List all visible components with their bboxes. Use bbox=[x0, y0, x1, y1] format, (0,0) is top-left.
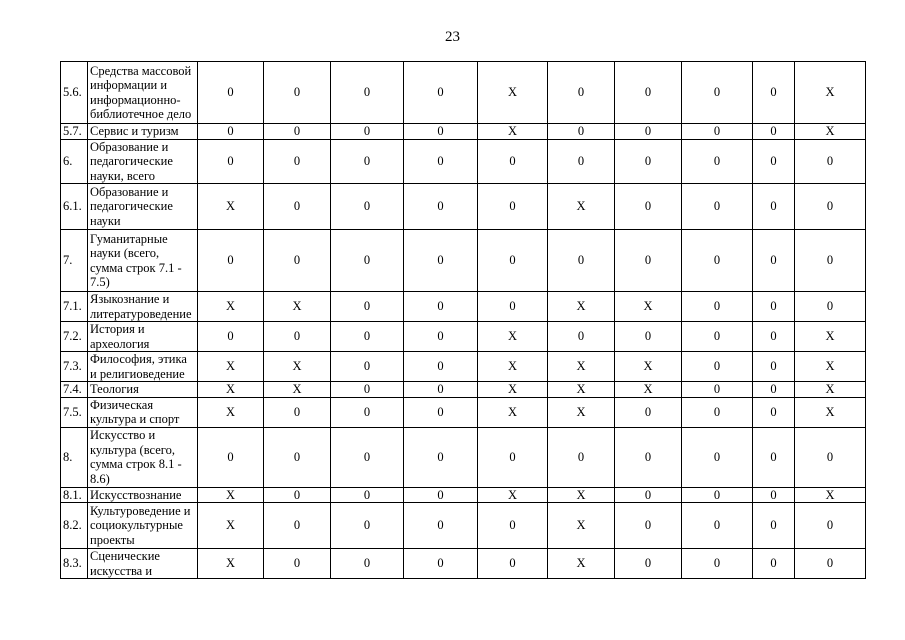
value-cell: 0 bbox=[331, 322, 404, 352]
row-title-line: библиотечное дело bbox=[90, 107, 192, 121]
value-cell: 0 bbox=[264, 62, 331, 124]
value-cell: 0 bbox=[795, 549, 866, 579]
table-row bbox=[61, 549, 866, 579]
value-cell: X bbox=[478, 397, 548, 427]
value-cell: 0 bbox=[404, 382, 478, 398]
value-cell: 0 bbox=[198, 62, 264, 124]
value-cell: 0 bbox=[548, 124, 615, 140]
value-cell: X bbox=[478, 382, 548, 398]
value-cell: X bbox=[795, 397, 866, 427]
table-row bbox=[61, 487, 866, 503]
value-cell: X bbox=[198, 487, 264, 503]
value-cell: 0 bbox=[615, 397, 682, 427]
row-title-line: информационно- bbox=[90, 92, 181, 107]
value-cell: 0 bbox=[682, 184, 753, 230]
value-cell: 0 bbox=[682, 352, 753, 382]
value-cell: 0 bbox=[198, 230, 264, 292]
value-cell: X bbox=[548, 549, 615, 579]
value-cell: X bbox=[198, 352, 264, 382]
row-title-line: Сценические bbox=[90, 549, 160, 563]
value-cell: 0 bbox=[478, 503, 548, 549]
value-cell: 0 bbox=[795, 230, 866, 292]
table-row bbox=[61, 397, 866, 427]
row-title-line: науки (всего, bbox=[90, 246, 160, 260]
row-number: 7.5. bbox=[61, 397, 88, 427]
value-cell: 0 bbox=[264, 230, 331, 292]
row-title-line: Средства массовой bbox=[90, 63, 192, 78]
value-cell: 0 bbox=[198, 124, 264, 140]
value-cell: 0 bbox=[753, 382, 795, 398]
value-cell: X bbox=[615, 352, 682, 382]
value-cell: X bbox=[198, 184, 264, 230]
row-title bbox=[88, 503, 198, 549]
row-title bbox=[88, 139, 198, 184]
value-cell: 0 bbox=[478, 292, 548, 322]
table-row bbox=[61, 427, 866, 487]
row-title-line: археология bbox=[90, 336, 150, 351]
row-title bbox=[88, 184, 198, 230]
value-cell: X bbox=[795, 322, 866, 352]
value-cell: X bbox=[264, 382, 331, 398]
row-title-line: культура (всего, bbox=[90, 442, 175, 457]
row-number: 5.7. bbox=[61, 124, 88, 140]
table-row bbox=[61, 62, 866, 124]
value-cell: 0 bbox=[548, 62, 615, 124]
value-cell: 0 bbox=[682, 427, 753, 487]
value-cell: 0 bbox=[404, 503, 478, 549]
value-cell: 0 bbox=[615, 503, 682, 549]
value-cell: X bbox=[548, 503, 615, 549]
row-number: 8.1. bbox=[61, 487, 88, 503]
value-cell: X bbox=[795, 124, 866, 140]
value-cell: X bbox=[478, 322, 548, 352]
value-cell: 0 bbox=[615, 322, 682, 352]
value-cell: 0 bbox=[404, 427, 478, 487]
value-cell: 0 bbox=[615, 139, 682, 184]
row-number: 5.6. bbox=[61, 62, 88, 124]
value-cell: 0 bbox=[331, 382, 404, 398]
value-cell: X bbox=[478, 62, 548, 124]
value-cell: 0 bbox=[264, 322, 331, 352]
value-cell: 0 bbox=[198, 322, 264, 352]
value-cell: 0 bbox=[404, 352, 478, 382]
value-cell: 0 bbox=[753, 184, 795, 230]
row-title bbox=[88, 549, 198, 579]
value-cell: 0 bbox=[198, 427, 264, 487]
value-cell: 0 bbox=[753, 62, 795, 124]
table-row bbox=[61, 230, 866, 292]
table-row bbox=[61, 124, 866, 140]
value-cell: 0 bbox=[682, 487, 753, 503]
value-cell: 0 bbox=[478, 230, 548, 292]
value-cell: X bbox=[615, 292, 682, 322]
value-cell: 0 bbox=[331, 292, 404, 322]
value-cell: 0 bbox=[753, 292, 795, 322]
value-cell: 0 bbox=[331, 124, 404, 140]
table-row bbox=[61, 503, 866, 549]
row-title bbox=[88, 230, 198, 292]
value-cell: 0 bbox=[615, 62, 682, 124]
value-cell: 0 bbox=[198, 139, 264, 184]
table-row bbox=[61, 184, 866, 230]
row-title bbox=[88, 124, 198, 140]
value-cell: 0 bbox=[404, 184, 478, 230]
row-title-line: Теология bbox=[90, 382, 139, 396]
row-title bbox=[88, 62, 198, 124]
value-cell: X bbox=[615, 382, 682, 398]
row-number: 7. bbox=[61, 230, 88, 292]
value-cell: X bbox=[198, 382, 264, 398]
row-title bbox=[88, 292, 198, 322]
row-title-line: проекты bbox=[90, 532, 135, 547]
value-cell: 0 bbox=[753, 124, 795, 140]
value-cell: X bbox=[264, 352, 331, 382]
value-cell: 0 bbox=[264, 139, 331, 184]
value-cell: 0 bbox=[795, 503, 866, 549]
value-cell: 0 bbox=[264, 427, 331, 487]
row-number: 7.2. bbox=[61, 322, 88, 352]
row-number: 7.1. bbox=[61, 292, 88, 322]
value-cell: 0 bbox=[682, 292, 753, 322]
row-number: 7.4. bbox=[61, 382, 88, 398]
value-cell: 0 bbox=[795, 292, 866, 322]
value-cell: 0 bbox=[615, 549, 682, 579]
row-title-line: Образование и bbox=[90, 184, 169, 199]
value-cell: X bbox=[548, 397, 615, 427]
row-number: 8.2. bbox=[61, 503, 88, 549]
value-cell: 0 bbox=[264, 184, 331, 230]
value-cell: 0 bbox=[478, 549, 548, 579]
value-cell: X bbox=[264, 292, 331, 322]
row-title-line: сумма строк 8.1 - bbox=[90, 457, 182, 471]
value-cell: X bbox=[548, 292, 615, 322]
row-number: 7.3. bbox=[61, 352, 88, 382]
value-cell: 0 bbox=[264, 549, 331, 579]
row-title-line: искусства и bbox=[90, 563, 153, 578]
value-cell: 0 bbox=[331, 139, 404, 184]
row-title-line: 8.6) bbox=[90, 471, 110, 486]
value-cell: 0 bbox=[753, 352, 795, 382]
value-cell: X bbox=[198, 292, 264, 322]
value-cell: X bbox=[795, 487, 866, 503]
value-cell: 0 bbox=[264, 503, 331, 549]
value-cell: 0 bbox=[404, 124, 478, 140]
value-cell: 0 bbox=[548, 322, 615, 352]
row-title-line: Языкознание и bbox=[90, 292, 170, 306]
value-cell: X bbox=[548, 352, 615, 382]
row-title-line: Физическая bbox=[90, 397, 154, 412]
value-cell: 0 bbox=[615, 427, 682, 487]
row-title-line: Искусство и bbox=[90, 428, 156, 442]
table-row bbox=[61, 352, 866, 382]
value-cell: 0 bbox=[753, 549, 795, 579]
value-cell: 0 bbox=[682, 397, 753, 427]
value-cell: 0 bbox=[753, 230, 795, 292]
value-cell: 0 bbox=[478, 139, 548, 184]
value-cell: 0 bbox=[615, 184, 682, 230]
row-title bbox=[88, 487, 198, 503]
data-table bbox=[60, 61, 866, 579]
row-title-line: социокультурные bbox=[90, 518, 183, 533]
value-cell: 0 bbox=[404, 230, 478, 292]
value-cell: X bbox=[478, 487, 548, 503]
value-cell: 0 bbox=[795, 427, 866, 487]
value-cell: X bbox=[198, 397, 264, 427]
value-cell: 0 bbox=[404, 322, 478, 352]
value-cell: 0 bbox=[753, 427, 795, 487]
row-title-line: и религиоведение bbox=[90, 366, 185, 381]
value-cell: 0 bbox=[682, 139, 753, 184]
value-cell: 0 bbox=[753, 487, 795, 503]
row-title-line: Сервис и туризм bbox=[90, 124, 179, 138]
row-title-line: История и bbox=[90, 322, 145, 336]
value-cell: 0 bbox=[682, 124, 753, 140]
value-cell: 0 bbox=[331, 487, 404, 503]
row-title-line: Философия, этика bbox=[90, 352, 187, 366]
row-title-line: науки bbox=[90, 213, 121, 228]
row-title-line: Образование и bbox=[90, 139, 169, 154]
value-cell: 0 bbox=[548, 139, 615, 184]
row-title-line: литературоведение bbox=[90, 306, 192, 321]
value-cell: 0 bbox=[615, 487, 682, 503]
value-cell: 0 bbox=[404, 487, 478, 503]
value-cell: 0 bbox=[331, 230, 404, 292]
value-cell: 0 bbox=[682, 230, 753, 292]
value-cell: X bbox=[795, 62, 866, 124]
value-cell: 0 bbox=[795, 184, 866, 230]
value-cell: 0 bbox=[478, 427, 548, 487]
value-cell: X bbox=[198, 549, 264, 579]
value-cell: X bbox=[478, 124, 548, 140]
value-cell: 0 bbox=[264, 124, 331, 140]
value-cell: 0 bbox=[331, 503, 404, 549]
value-cell: 0 bbox=[331, 184, 404, 230]
row-title bbox=[88, 382, 198, 398]
value-cell: 0 bbox=[264, 487, 331, 503]
value-cell: 0 bbox=[753, 322, 795, 352]
value-cell: 0 bbox=[404, 139, 478, 184]
row-number: 6. bbox=[61, 139, 88, 184]
table-row bbox=[61, 322, 866, 352]
row-title bbox=[88, 322, 198, 352]
table-row bbox=[61, 382, 866, 398]
value-cell: 0 bbox=[615, 230, 682, 292]
row-title-line: информации и bbox=[90, 78, 168, 92]
table-row bbox=[61, 139, 866, 184]
value-cell: 0 bbox=[682, 382, 753, 398]
row-title-line: педагогические bbox=[90, 199, 173, 214]
value-cell: 0 bbox=[548, 230, 615, 292]
value-cell: 0 bbox=[331, 397, 404, 427]
row-title-line: науки, всего bbox=[90, 168, 156, 183]
page-number: 23 bbox=[445, 29, 460, 45]
value-cell: 0 bbox=[331, 549, 404, 579]
value-cell: X bbox=[198, 503, 264, 549]
row-title-line: 7.5) bbox=[90, 275, 110, 289]
value-cell: 0 bbox=[753, 503, 795, 549]
row-number: 8. bbox=[61, 427, 88, 487]
value-cell: 0 bbox=[682, 62, 753, 124]
value-cell: X bbox=[548, 487, 615, 503]
row-number: 8.3. bbox=[61, 549, 88, 579]
value-cell: 0 bbox=[264, 397, 331, 427]
value-cell: 0 bbox=[615, 124, 682, 140]
value-cell: X bbox=[548, 184, 615, 230]
value-cell: 0 bbox=[682, 549, 753, 579]
value-cell: 0 bbox=[331, 62, 404, 124]
row-title bbox=[88, 352, 198, 382]
row-title bbox=[88, 427, 198, 487]
row-title-line: Гуманитарные bbox=[90, 231, 168, 246]
row-title-line: педагогические bbox=[90, 154, 173, 168]
value-cell: X bbox=[795, 382, 866, 398]
row-title-line: Культуроведение и bbox=[90, 503, 191, 518]
value-cell: 0 bbox=[404, 292, 478, 322]
value-cell: 0 bbox=[404, 397, 478, 427]
row-title-line: культура и спорт bbox=[90, 412, 180, 426]
value-cell: X bbox=[795, 352, 866, 382]
value-cell: 0 bbox=[404, 62, 478, 124]
value-cell: 0 bbox=[548, 427, 615, 487]
row-title bbox=[88, 397, 198, 427]
row-title-line: Искусствознание bbox=[90, 487, 182, 502]
value-cell: 0 bbox=[478, 184, 548, 230]
value-cell: 0 bbox=[682, 503, 753, 549]
value-cell: 0 bbox=[753, 397, 795, 427]
value-cell: 0 bbox=[682, 322, 753, 352]
value-cell: 0 bbox=[795, 139, 866, 184]
row-title-line: сумма строк 7.1 - bbox=[90, 260, 182, 275]
table-row bbox=[61, 292, 866, 322]
row-number: 6.1. bbox=[61, 184, 88, 230]
value-cell: 0 bbox=[753, 139, 795, 184]
value-cell: X bbox=[478, 352, 548, 382]
value-cell: 0 bbox=[331, 427, 404, 487]
value-cell: 0 bbox=[404, 549, 478, 579]
value-cell: 0 bbox=[331, 352, 404, 382]
value-cell: X bbox=[548, 382, 615, 398]
